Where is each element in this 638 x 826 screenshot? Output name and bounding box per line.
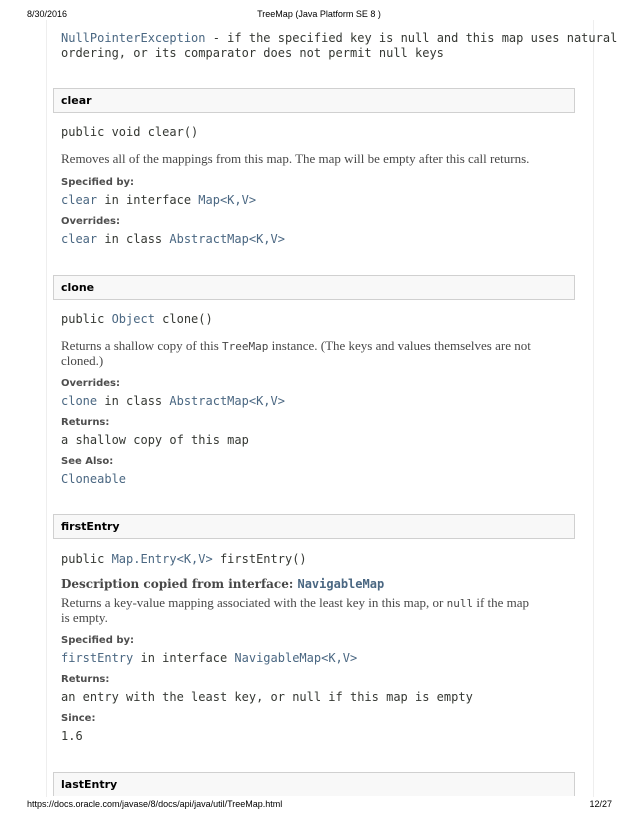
method-name-clone: clone xyxy=(61,281,95,294)
clone-returns-value: a shallow copy of this map xyxy=(61,433,249,447)
content-border-left xyxy=(46,20,47,797)
clone-overrides-label: Overrides: xyxy=(61,378,120,389)
throws-line-2: ordering, or its comparator does not permit null keys xyxy=(61,46,444,60)
cloneable-link[interactable]: Cloneable xyxy=(61,472,127,486)
firstentry-since-value: 1.6 xyxy=(61,729,83,743)
map-entry-type-link[interactable]: Map.Entry<K,V> xyxy=(111,552,213,566)
clone-see-also-label: See Also: xyxy=(61,456,114,467)
clear-signature: public void clear() xyxy=(61,125,199,139)
navigablemap-interface-link[interactable]: NavigableMap<K,V> xyxy=(234,651,358,665)
method-heading-clear xyxy=(53,88,575,113)
firstentry-description-line-2: is empty. xyxy=(61,610,108,625)
print-date: 8/30/2016 xyxy=(27,9,68,19)
method-heading-clone xyxy=(53,275,575,300)
method-name-lastentry: lastEntry xyxy=(61,778,118,791)
clear-override-link[interactable]: clear xyxy=(61,232,98,246)
content-border-right xyxy=(593,20,594,797)
clone-returns-label: Returns: xyxy=(61,417,110,428)
clear-description: Removes all of the mappings from this map. The map will be empty after this call returns. xyxy=(61,151,530,166)
method-heading-lastentry xyxy=(53,772,575,796)
clone-overrides-value: clone in class AbstractMap<K,V> xyxy=(61,394,285,408)
firstentry-signature: public Map.Entry<K,V> firstEntry() xyxy=(61,552,307,566)
firstentry-description-line-1: Returns a key-value mapping associated with the least key in this map, or null if the map xyxy=(61,595,530,610)
throws-line-1: NullPointerException - if the specified key is null and this map uses natural xyxy=(61,31,618,45)
exception-link[interactable]: NullPointerException xyxy=(61,31,206,45)
map-interface-link[interactable]: Map<K,V> xyxy=(198,193,257,207)
object-type-link[interactable]: Object xyxy=(111,312,155,326)
print-footer xyxy=(0,799,638,813)
method-name-clear: clear xyxy=(61,94,92,107)
method-heading-firstentry xyxy=(53,514,575,539)
print-title: TreeMap (Java Platform SE 8 ) xyxy=(257,9,381,19)
print-url: https://docs.oracle.com/javase/8/docs/api/java/util/TreeMap.html xyxy=(27,799,283,809)
clear-specified-value: clear in interface Map<K,V> xyxy=(61,193,257,207)
firstentry-since-label: Since: xyxy=(61,713,96,724)
abstractmap-class-link[interactable]: AbstractMap<K,V> xyxy=(169,232,285,246)
clear-method-link[interactable]: clear xyxy=(61,193,98,207)
firstentry-returns-value: an entry with the least key, or null if this map is empty xyxy=(61,690,473,704)
firstentry-specified-value: firstEntry in interface NavigableMap<K,V> xyxy=(61,651,358,665)
clear-overrides-value: clear in class AbstractMap<K,V> xyxy=(61,232,285,246)
print-header xyxy=(0,9,638,23)
firstentry-returns-label: Returns: xyxy=(61,674,110,685)
clear-specified-label: Specified by: xyxy=(61,177,135,188)
method-name-firstentry: firstEntry xyxy=(61,520,120,533)
firstentry-specified-label: Specified by: xyxy=(61,635,135,646)
print-page-number: 12/27 xyxy=(589,799,612,809)
clone-description-line-2: cloned.) xyxy=(61,353,104,368)
firstentry-copied-from: Description copied from interface: NavigableMap xyxy=(61,577,385,591)
abstractmap-class-link[interactable]: AbstractMap<K,V> xyxy=(169,394,285,408)
clone-signature: public Object clone() xyxy=(61,312,213,326)
clone-override-link[interactable]: clone xyxy=(61,394,98,408)
firstentry-method-link[interactable]: firstEntry xyxy=(61,651,134,665)
clone-description-line-1: Returns a shallow copy of this TreeMap instance. (The keys and values themselves are not xyxy=(61,338,531,353)
clear-overrides-label: Overrides: xyxy=(61,216,120,227)
navigablemap-link[interactable]: NavigableMap xyxy=(297,577,385,591)
